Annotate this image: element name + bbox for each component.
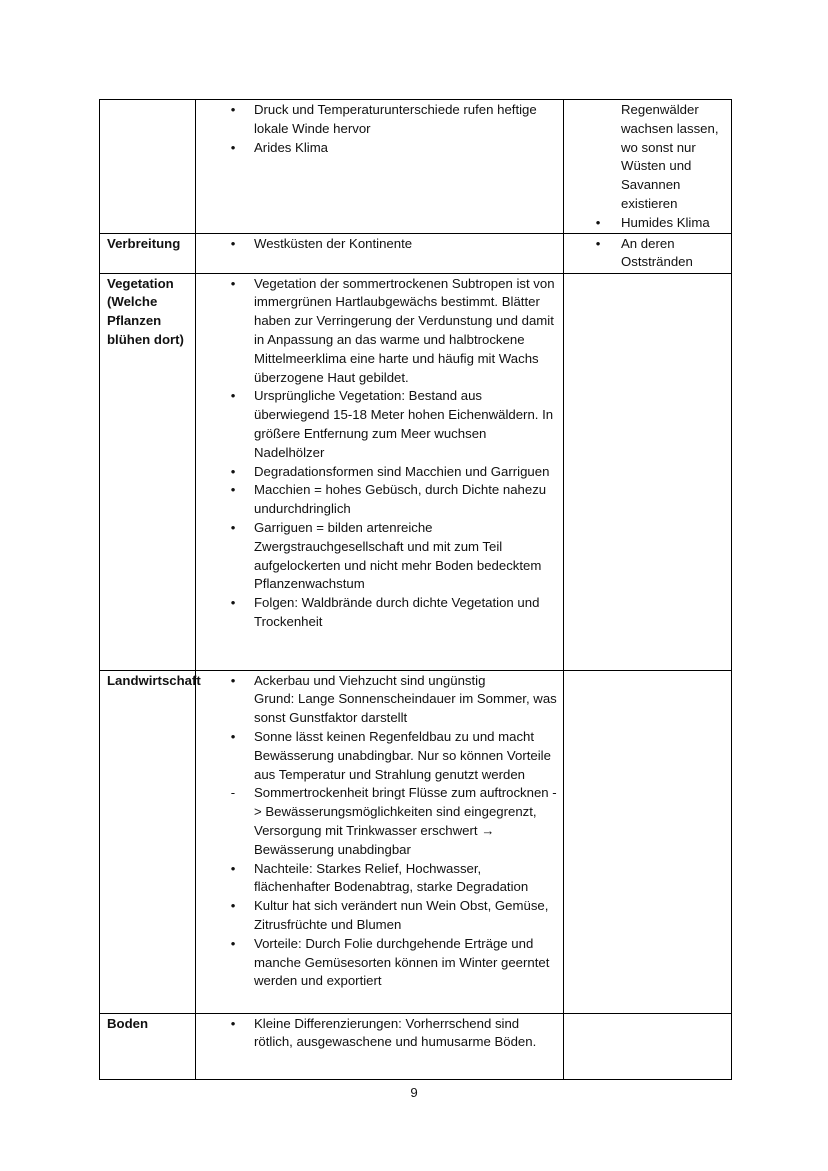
bullet-marker: •: [595, 235, 601, 251]
list-item-text: Garriguen = bilden artenreiche Zwergstrauchgesellschaft und mit zum Teil aufgelockerten und nicht mehr Boden bedecktem Pflanzenwachstum: [254, 519, 542, 592]
list-item-text: Vegetation der sommertrockenen Subtropen ist von immergrünen Hartlaubgewächs bestimmt. Blätter haben zur Verringerung der Verdunstung und damit in Anpassung an das warme und halbtrockene Mittelmeerklima eine harte und häufig mit Wachs überzogene Haut gebildet.: [254, 275, 555, 385]
table-row: [100, 670, 732, 1013]
list-item: [196, 594, 563, 632]
bullet-marker: •: [595, 214, 601, 230]
list-item: [196, 101, 563, 139]
page-number: 9: [410, 1085, 418, 1100]
list-item-text: Vorteile: Durch Folie durchgehende Erträge und manche Gemüsesorten können im Winter geerntet werden und exportiert: [254, 935, 550, 989]
bullet-list: [196, 275, 563, 632]
main-points-cell: [196, 273, 564, 670]
list-item-text: Ackerbau und Viehzucht sind ungünstig: [254, 672, 486, 688]
comparison-cell: [564, 233, 732, 273]
bullet-marker: •: [230, 388, 236, 404]
main-points-cell: [196, 100, 564, 234]
comparison-cell: [564, 100, 732, 234]
list-item: [196, 1015, 563, 1053]
list-item-text: Degradationsformen sind Macchien und Garriguen: [254, 463, 550, 479]
list-item-text: Ursprüngliche Vegetation: Bestand aus überwiegend 15-18 Meter hohen Eichenwäldern. In größere Entfernung zum Meer wuchsen Nadelhölzer: [254, 388, 554, 460]
bullet-list: [196, 1015, 563, 1053]
list-item: [564, 214, 731, 233]
list-item-text: Kleine Differenzierungen: Vorherrschend sind rötlich, ausgewaschene und humusarme Böden.: [254, 1015, 537, 1050]
list-item-text: Regenwälder wachsen lassen, wo sonst nur Wüsten und Savannen existieren: [621, 102, 719, 211]
dash-marker: -: [230, 785, 236, 801]
list-item: [196, 235, 563, 254]
bullet-marker: •: [230, 935, 236, 951]
list-item: [196, 387, 563, 462]
comparison-cell: [564, 670, 732, 1013]
bullet-marker: •: [230, 672, 236, 688]
bullet-list: [196, 672, 563, 992]
list-item: [196, 672, 563, 691]
comparison-cell: [564, 273, 732, 670]
table-row: [100, 100, 732, 234]
bullet-marker: •: [230, 898, 236, 914]
main-points-cell: [196, 1013, 564, 1079]
main-points-cell: [196, 233, 564, 273]
bullet-list: [196, 101, 563, 157]
bullet-list: [564, 101, 731, 233]
table-row: [100, 1013, 732, 1079]
bullet-marker: •: [230, 139, 236, 155]
list-item-text: Sommertrockenheit bringt Flüsse zum auftrocknen -> Bewässerungsmöglichkeiten sind eingegrenzt, Versorgung mit Trinkwasser erschwert → Bewässerung unabdingbar: [254, 785, 557, 857]
row-label: Landwirtschaft: [100, 670, 196, 1013]
list-item-text: Folgen: Waldbrände durch dichte Vegetation und Trockenheit: [254, 595, 540, 629]
list-item: [196, 935, 563, 991]
list-item-text: Humides Klima: [621, 214, 710, 230]
list-item: [564, 101, 731, 214]
list-item: [564, 235, 731, 273]
bullet-marker: •: [230, 482, 236, 498]
list-item-text: Druck und Temperaturunterschiede rufen heftige lokale Winde hervor: [254, 102, 537, 136]
bullet-marker: •: [230, 519, 236, 535]
list-item-text: Nachteile: Starkes Relief, Hochwasser, flächenhafter Bodenabtrag, starke Degradation: [254, 860, 529, 895]
list-item-text: An deren Oststränden: [621, 235, 693, 270]
bullet-marker: •: [230, 1015, 236, 1031]
list-item-text: Macchien = hohes Gebüsch, durch Dichte nahezu undurchdringlich: [254, 482, 547, 517]
list-item-text: Kultur hat sich verändert nun Wein Obst, Gemüse, Zitrusfrüchte und Blumen: [254, 898, 549, 932]
bullet-marker: •: [230, 463, 236, 479]
table-body: [100, 100, 732, 1080]
main-points-cell: [196, 670, 564, 1013]
row-label: Verbreitung: [100, 233, 196, 273]
list-item-text: Sonne lässt keinen Regenfeldbau zu und macht Bewässerung unabdingbar. Nur so können Vorteile aus Temperatur und Strahlung genutzt werden: [254, 728, 551, 782]
row-label: [100, 100, 196, 234]
list-item: [196, 275, 563, 388]
list-item: [196, 463, 563, 482]
list-item-text: Grund: Lange Sonnenscheindauer im Sommer, was sonst Gunstfaktor darstellt: [254, 691, 557, 726]
row-label: Boden: [100, 1013, 196, 1079]
bullet-marker: •: [230, 860, 236, 876]
table-row: [100, 233, 732, 273]
table-row: [100, 273, 732, 670]
bullet-marker: •: [230, 595, 236, 611]
bullet-marker: •: [230, 275, 236, 291]
list-item: [196, 897, 563, 935]
list-item: [196, 784, 563, 859]
row-label: Vegetation (Welche Pflanzen blühen dort): [100, 273, 196, 670]
list-item: [196, 728, 563, 784]
list-item: [196, 690, 563, 728]
list-item-text: Arides Klima: [254, 139, 329, 155]
comparison-cell: [564, 1013, 732, 1079]
list-item: [196, 860, 563, 898]
bullet-marker: •: [230, 235, 236, 251]
list-item: [196, 139, 563, 158]
list-item: [196, 481, 563, 519]
list-item-text: Westküsten der Kontinente: [254, 235, 413, 251]
bullet-list: [564, 235, 731, 273]
bullet-marker: •: [230, 728, 236, 744]
bullet-marker: •: [230, 102, 236, 117]
list-item: [196, 519, 563, 594]
content-table: [99, 99, 732, 1080]
bullet-list: [196, 235, 563, 254]
